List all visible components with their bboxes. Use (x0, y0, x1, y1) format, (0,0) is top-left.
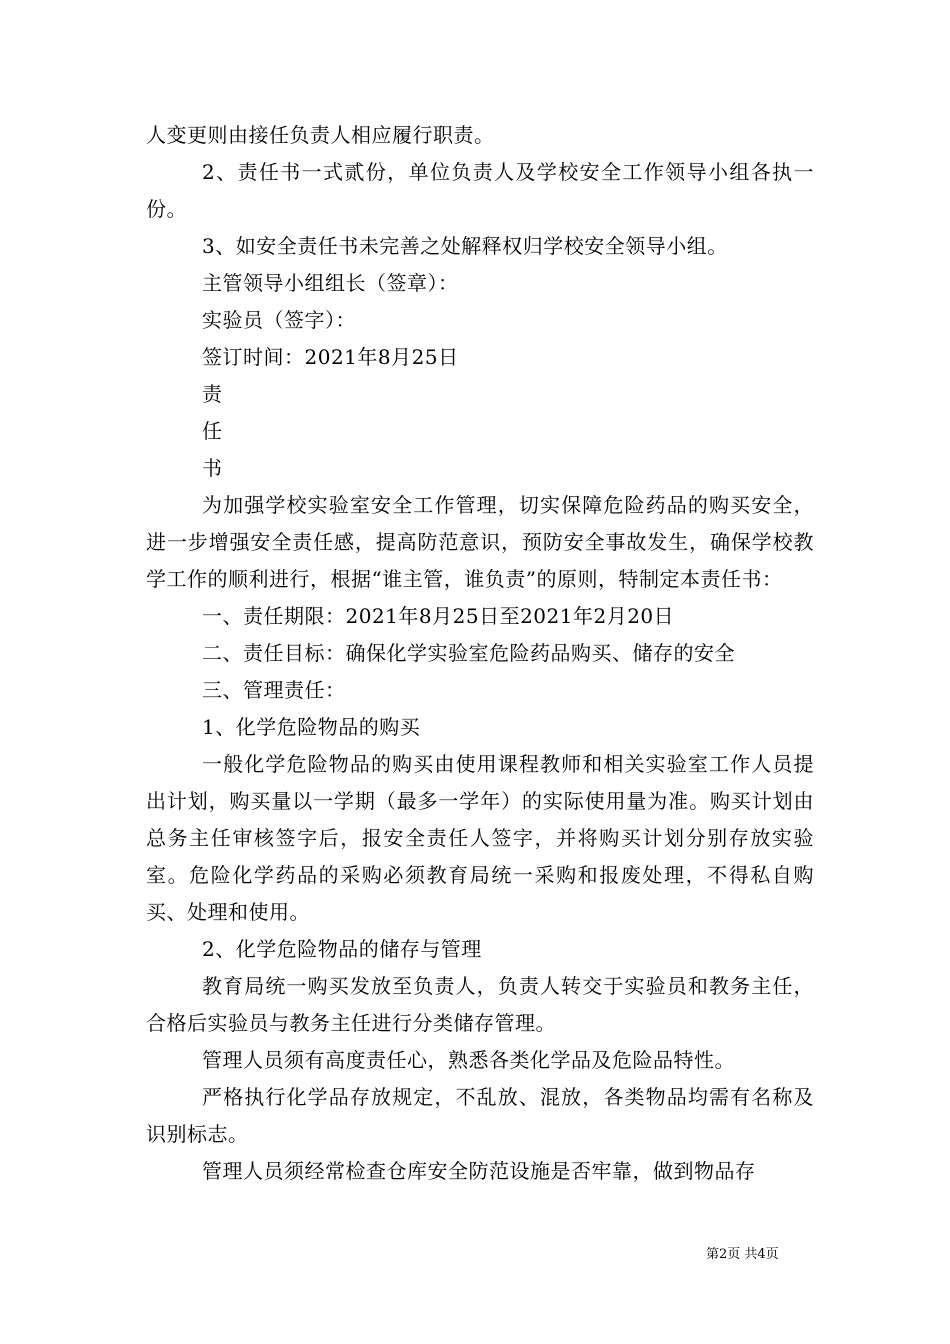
paragraph: 管理人员须有高度责任心，熟悉各类化学品及危险品特性。 (202, 1048, 735, 1072)
signature-line-leader: 主管领导小组组长（签章）： (202, 271, 459, 295)
paragraph: 2、化学危险物品的储存与管理 (202, 937, 482, 961)
title-char: 任 (202, 419, 223, 443)
paragraph: 一、责任期限：2021年8月25日至2021年2月20日 (202, 604, 675, 628)
title-char: 责 (202, 382, 223, 406)
paragraph: 1、化学危险物品的购买 (202, 715, 421, 739)
paragraph: 为加强学校实验室安全工作管理，切实保障危险药品的购买安全，进一步增强安全责任感，提高防范意识，预防安全事故发生，确保学校教学工作的顺利进行，根据“谁主管，谁负责”的原则，特制定本责任书： (146, 493, 814, 591)
paragraph: 人变更则由接任负责人相应履行职责。 (146, 123, 495, 147)
paragraph: 一般化学危险物品的购买由使用课程教师和相关实验室工作人员提出计划，购买量以一学期（最多一学年）的实际使用量为准。购买计划由总务主任审核签字后，报安全责任人签字，并将购买计划分别存放实验室。危险化学药品的采购必须教育局统一采购和报废处理，不得私自购买、处理和使用。 (146, 752, 814, 924)
paragraph: 三、管理责任： (202, 678, 346, 702)
title-char: 书 (202, 456, 223, 480)
paragraph: 管理人员须经常检查仓库安全防范设施是否牢靠，做到物品存 (202, 1159, 756, 1183)
paragraph: 2、责任书一式贰份，单位负责人及学校安全工作领导小组各执一份。 (146, 160, 814, 221)
paragraph: 严格执行化学品存放规定，不乱放、混放，各类物品均需有名称及识别标志。 (146, 1085, 814, 1146)
signing-date: 签订时间：2021年8月25日 (202, 345, 459, 369)
signature-line-lab-staff: 实验员（签字）： (202, 308, 356, 332)
document-body (146, 117, 814, 1190)
paragraph: 3、如安全责任书未完善之处解释权归学校安全领导小组。 (202, 234, 728, 258)
page-number: 第2页 共4页 (706, 1247, 779, 1262)
paragraph: 教育局统一购买发放至负责人，负责人转交于实验员和教务主任，合格后实验员与教务主任进行分类储存管理。 (146, 974, 814, 1035)
paragraph: 二、责任目标：确保化学实验室危险药品购买、储存的安全 (202, 641, 735, 665)
